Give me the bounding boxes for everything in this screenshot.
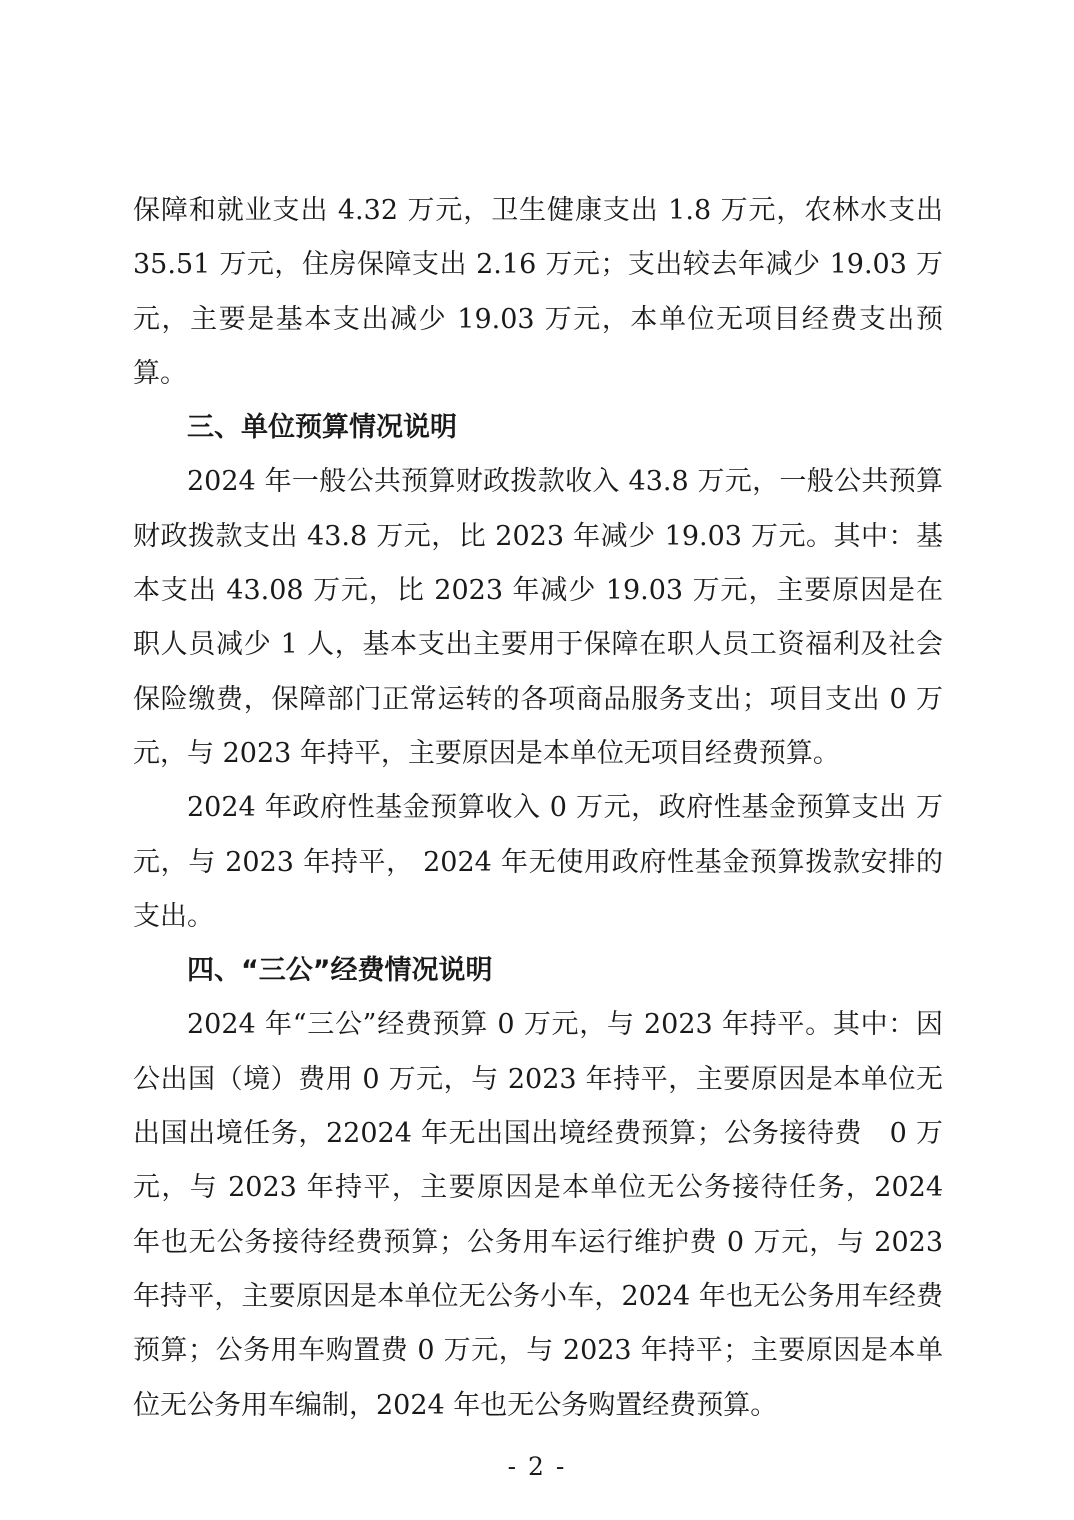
page-number: - 2 - xyxy=(507,1452,567,1481)
continuation-paragraph: 保障和就业支出 4.32 万元，卫生健康支出 1.8 万元，农林水支出 35.51 万元，住房保障支出 2.16 万元；支出较去年减少 19.03 万元，主要是基本支出减少 19.03 万元，本单位无项目经费支出预算。 xyxy=(133,195,943,389)
section-heading-three-public-expenses: 四、“三公”经费情况说明 xyxy=(187,955,493,987)
paragraph-government-fund: 2024 年政府性基金预算收入 0 万元，政府性基金预算支出 万元，与 2023 年持平， 2024 年无使用政府性基金预算拨款安排的支出。 xyxy=(133,792,943,932)
document-body xyxy=(133,184,943,1433)
paragraph-three-public-expenses: 2024 年“三公”经费预算 0 万元，与 2023 年持平。其中：因公出国（境）费用 0 万元，与 2023 年持平，主要原因是本单位无出国出境任务，22024 年无出国出境经费预算；公务接待费 0 万元，与 2023 年持平，主要原因是本单位无公务接待任务，2024 年也无公务接待经费预算；公务用车运行维护费 0 万元，与 2023 年持平，主要原因是本单位无公务小车，2024 年也无公务用车经费预算；公务用车购置费 0 万元，与 2023 年持平；主要原因是本单位无公务用车编制，2024 年也无公务购置经费预算。 xyxy=(133,1009,943,1421)
section-heading-unit-budget: 三、单位预算情况说明 xyxy=(187,412,457,444)
paragraph-general-budget: 2024 年一般公共预算财政拨款收入 43.8 万元，一般公共预算财政拨款支出 43.8 万元，比 2023 年减少 19.03 万元。其中：基本支出 43.08 万元，比 2023 年减少 19.03 万元，主要原因是在职人员减少 1 人，基本支出主要用于保障在职人员工资福利及社会保险缴费，保障部门正常运转的各项商品服务支出；项目支出 0 万元，与 2023 年持平，主要原因是本单位无项目经费预算。 xyxy=(133,466,943,769)
